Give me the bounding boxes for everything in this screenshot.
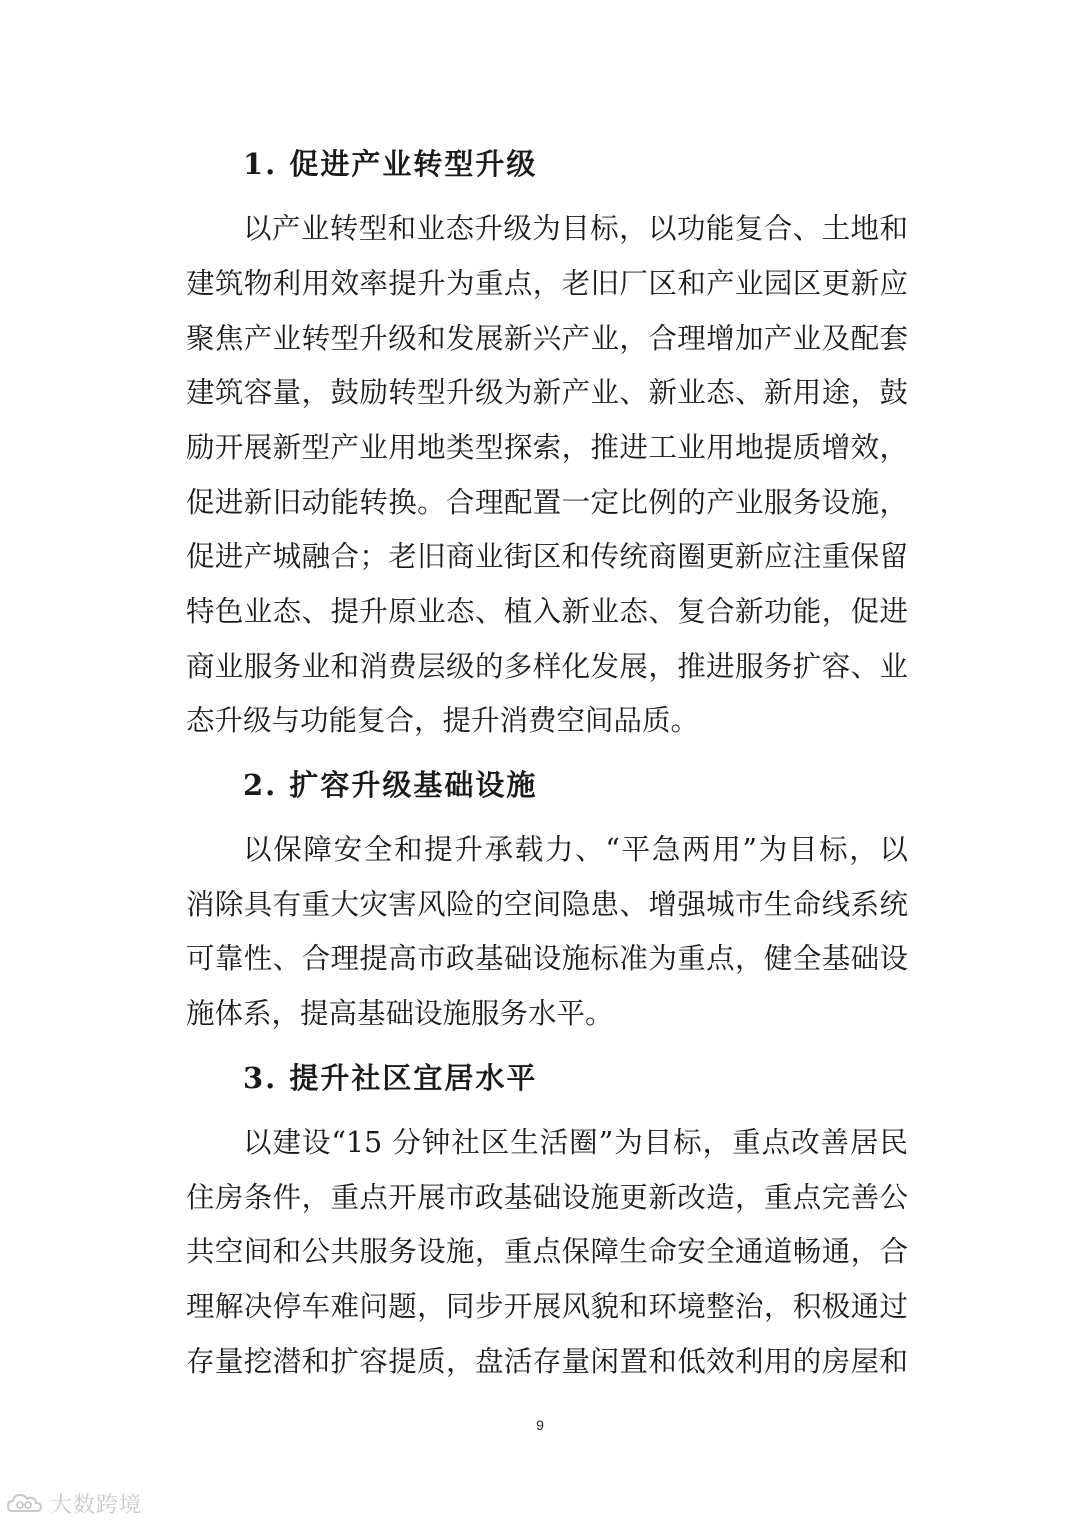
paragraph-line: 促进产城融合；老旧商业街区和传统商圈更新应注重保留 (186, 540, 908, 573)
paragraph-line: 建筑容量，鼓励转型升级为新产业、新业态、新用途，鼓 (186, 376, 908, 409)
paragraph-line: 存量挖潜和扩容提质，盘活存量闲置和低效利用的房屋和 (186, 1345, 908, 1378)
section-3-heading: 3. 提升社区宜居水平 (243, 1061, 538, 1095)
cloud-logo-icon (6, 1491, 44, 1517)
paragraph-line: 特色业态、提升原业态、植入新业态、复合新功能，促进 (186, 595, 908, 628)
paragraph-line: 可靠性、合理提高市政基础设施标准为重点，健全基础设 (186, 942, 908, 975)
paragraph-line: 以保障安全和提升承载力、“平急两用”为目标，以 (243, 833, 908, 866)
paragraph-line: 施体系，提高基础设施服务水平。 (186, 997, 614, 1030)
paragraph-line: 理解决停车难问题，同步开展风貌和环境整治，积极通过 (186, 1290, 908, 1323)
paragraph-line: 住房条件，重点开展市政基础设施更新改造，重点完善公 (186, 1181, 908, 1214)
paragraph-line: 促进新旧动能转换。合理配置一定比例的产业服务设施， (186, 486, 908, 519)
paragraph-line: 消除具有重大灾害风险的空间隐患、增强城市生命线系统 (186, 888, 908, 921)
paragraph-line: 共空间和公共服务设施，重点保障生命安全通道畅通，合 (186, 1235, 908, 1268)
paragraph-line: 励开展新型产业用地类型探索，推进工业用地提质增效， (186, 431, 908, 464)
section-1-heading: 1. 促进产业转型升级 (243, 147, 538, 181)
paragraph-line: 态升级与功能复合，提升消费空间品质。 (186, 704, 700, 737)
paragraph-line: 商业服务业和消费层级的多样化发展，推进服务扩容、业 (186, 650, 908, 683)
watermark (6, 1488, 142, 1519)
page-number: 9 (536, 1417, 544, 1433)
section-2-heading: 2. 扩容升级基础设施 (243, 768, 538, 802)
watermark-text: 大数跨境 (50, 1493, 143, 1518)
paragraph-line: 聚焦产业转型升级和发展新兴产业，合理增加产业及配套 (186, 322, 908, 355)
paragraph-line: 建筑物利用效率提升为重点，老旧厂区和产业园区更新应 (186, 267, 908, 300)
paragraph-line: 以产业转型和业态升级为目标，以功能复合、土地和 (243, 212, 908, 245)
paragraph-line: 以建设“15 分钟社区生活圈”为目标，重点改善居民 (243, 1126, 908, 1159)
